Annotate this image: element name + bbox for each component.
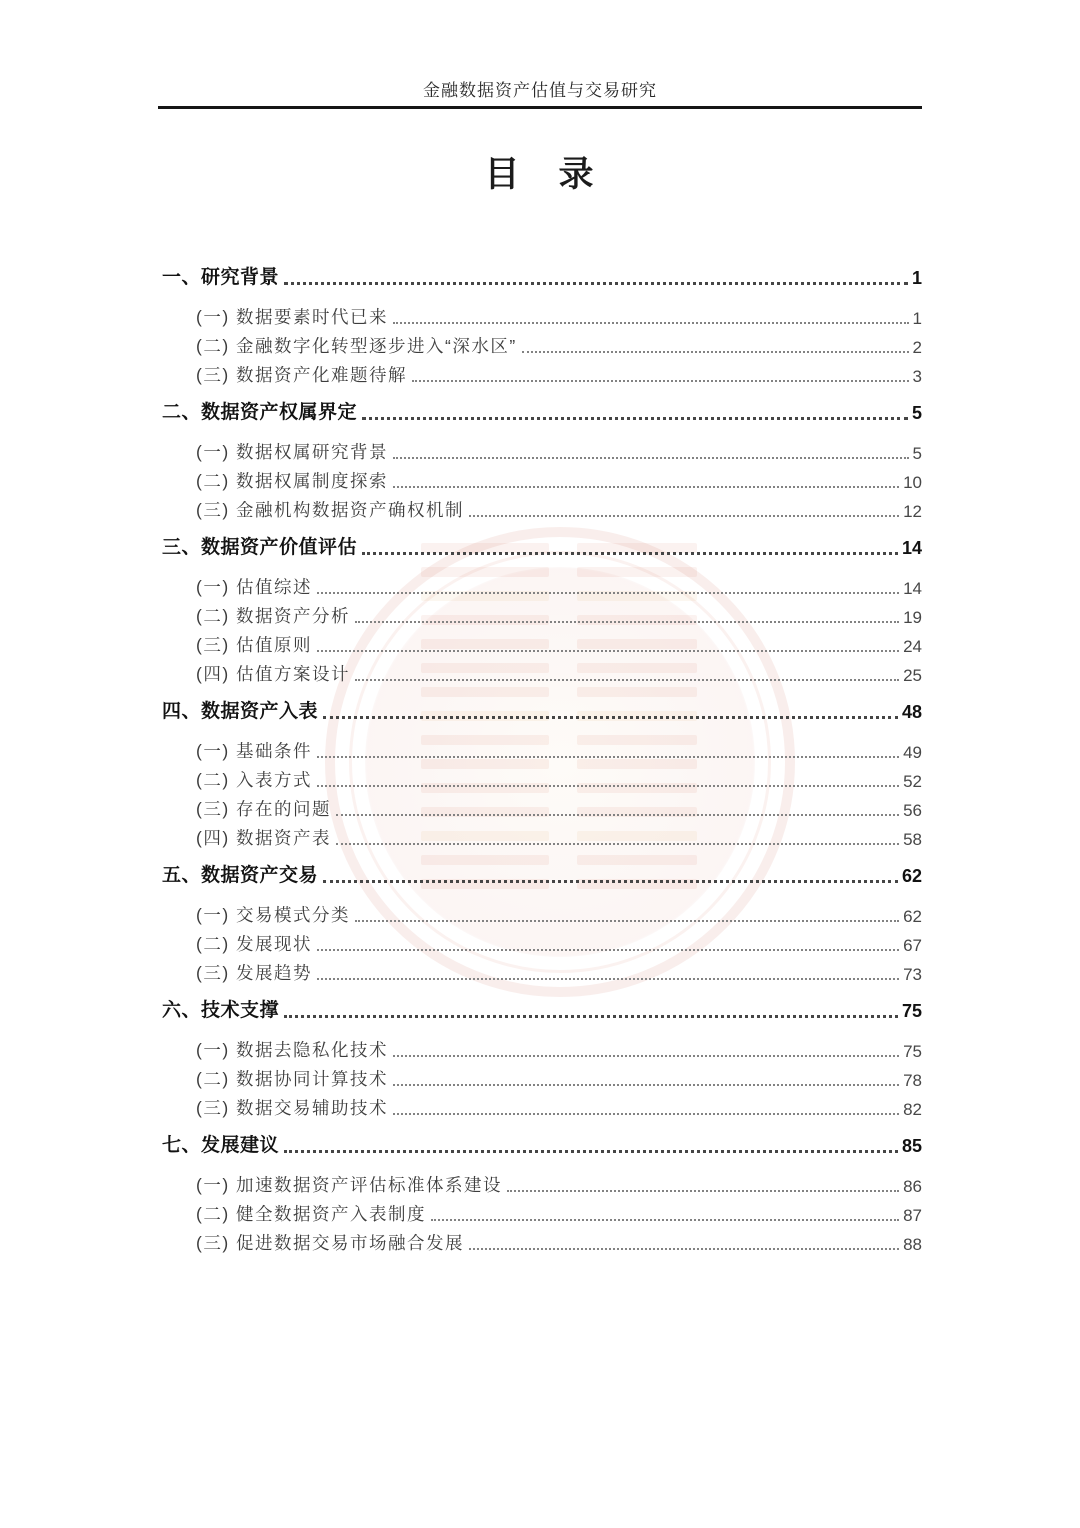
- dot-leader: [284, 282, 908, 285]
- toc-page-number: 10: [903, 472, 922, 492]
- toc-entry[interactable]: [162, 300, 922, 329]
- toc-page-number: 2: [912, 337, 922, 357]
- toc-page-number: 78: [903, 1070, 922, 1090]
- toc-entry-label: (二) 金融数字化转型逐步进入“深水区”: [196, 336, 517, 357]
- toc-entry[interactable]: [162, 956, 922, 985]
- toc-page-number: 24: [903, 636, 922, 656]
- dot-leader: [393, 322, 909, 324]
- toc-page-number: 58: [903, 829, 922, 849]
- toc-entry[interactable]: [162, 1197, 922, 1226]
- dot-leader: [317, 949, 899, 951]
- toc-section-heading[interactable]: [162, 394, 922, 425]
- toc-entry[interactable]: [162, 435, 922, 464]
- page-header: [158, 76, 922, 109]
- dot-leader: [412, 380, 909, 382]
- dot-leader: [317, 785, 899, 787]
- toc-page-number: 12: [903, 501, 922, 521]
- dot-leader: [355, 621, 899, 623]
- dot-leader: [284, 1015, 898, 1018]
- toc-page-number: 19: [903, 607, 922, 627]
- dot-leader: [362, 552, 898, 555]
- toc-page-number: 75: [901, 1001, 922, 1022]
- dot-leader: [393, 1055, 899, 1057]
- toc-entry-label: (四) 估值方案设计: [196, 664, 351, 685]
- dot-leader: [355, 920, 899, 922]
- dot-leader: [431, 1219, 899, 1221]
- toc-entry-label: 一、研究背景: [162, 267, 280, 289]
- dot-leader: [284, 1150, 898, 1153]
- toc-page-number: 67: [903, 935, 922, 955]
- toc-entry[interactable]: [162, 792, 922, 821]
- toc-page-number: 86: [903, 1176, 922, 1196]
- toc-entry-label: 五、数据资产交易: [162, 865, 319, 887]
- toc-section-heading[interactable]: [162, 529, 922, 560]
- dot-leader: [323, 880, 898, 883]
- toc-page-number: 85: [901, 1136, 922, 1157]
- toc-entry-label: (二) 数据资产分析: [196, 606, 351, 627]
- toc-entry-label: (一) 数据权属研究背景: [196, 442, 389, 463]
- toc-entry-label: (二) 数据协同计算技术: [196, 1069, 389, 1090]
- toc-entry[interactable]: [162, 599, 922, 628]
- dot-leader: [317, 592, 899, 594]
- toc-page-number: 62: [901, 866, 922, 887]
- toc-page-number: 56: [903, 800, 922, 820]
- toc-page-number: 14: [901, 538, 922, 559]
- dot-leader: [336, 843, 899, 845]
- toc-entry[interactable]: [162, 927, 922, 956]
- toc-entry-label: (二) 健全数据资产入表制度: [196, 1204, 427, 1225]
- toc-entry-label: (三) 数据资产化难题待解: [196, 365, 408, 386]
- toc-page-number: 62: [903, 906, 922, 926]
- toc-entry[interactable]: [162, 898, 922, 927]
- toc-page-number: 52: [903, 771, 922, 791]
- toc-entry-label: (一) 加速数据资产评估标准体系建设: [196, 1175, 503, 1196]
- toc-entry-label: (三) 促进数据交易市场融合发展: [196, 1233, 465, 1254]
- toc-entry[interactable]: [162, 464, 922, 493]
- dot-leader: [393, 486, 899, 488]
- dot-leader: [393, 1084, 899, 1086]
- toc-page-number: 14: [903, 578, 922, 598]
- toc-page-number: 1: [912, 308, 922, 328]
- toc-section-heading[interactable]: [162, 1127, 922, 1158]
- toc-entry-label: (三) 数据交易辅助技术: [196, 1098, 389, 1119]
- toc-page-number: 5: [912, 443, 922, 463]
- toc-section-heading[interactable]: [162, 259, 922, 290]
- toc-entry[interactable]: [162, 734, 922, 763]
- dot-leader: [393, 457, 909, 459]
- toc-entry-label: (一) 数据去隐私化技术: [196, 1040, 389, 1061]
- dot-leader: [355, 679, 899, 681]
- toc-entry-label: (三) 金融机构数据资产确权机制: [196, 500, 465, 521]
- toc-entry-label: (三) 估值原则: [196, 635, 313, 656]
- toc-entry[interactable]: [162, 821, 922, 850]
- toc-entry-label: (一) 估值综述: [196, 577, 313, 598]
- toc-page-number: 87: [903, 1205, 922, 1225]
- toc-entry[interactable]: [162, 1168, 922, 1197]
- toc-page-number: 82: [903, 1099, 922, 1119]
- dot-leader: [317, 650, 899, 652]
- dot-leader: [362, 417, 908, 420]
- toc-entry-label: 二、数据资产权属界定: [162, 402, 358, 424]
- toc-title: 目 录: [484, 155, 596, 194]
- toc-entry[interactable]: [162, 1091, 922, 1120]
- toc-entry[interactable]: [162, 657, 922, 686]
- toc-entry[interactable]: [162, 1033, 922, 1062]
- toc-entry-label: (一) 数据要素时代已来: [196, 307, 389, 328]
- dot-leader: [323, 716, 898, 719]
- toc-entry-label: (三) 发展趋势: [196, 963, 313, 984]
- toc-page-number: 3: [912, 366, 922, 386]
- dot-leader: [393, 1113, 899, 1115]
- toc-page-number: 49: [903, 742, 922, 762]
- toc-page-number: 88: [903, 1234, 922, 1254]
- toc-section-heading[interactable]: [162, 992, 922, 1023]
- dot-leader: [469, 1248, 899, 1250]
- toc-page-number: 1: [911, 268, 922, 289]
- toc-entry[interactable]: [162, 628, 922, 657]
- table-of-contents: [162, 259, 922, 1255]
- dot-leader: [336, 814, 899, 816]
- toc-page-number: 73: [903, 964, 922, 984]
- toc-entry-label: (一) 基础条件: [196, 741, 313, 762]
- toc-entry[interactable]: [162, 1226, 922, 1255]
- dot-leader: [317, 756, 899, 758]
- toc-page-number: 48: [901, 702, 922, 723]
- toc-entry[interactable]: [162, 493, 922, 522]
- toc-section-heading[interactable]: [162, 857, 922, 888]
- toc-entry-label: 六、技术支撑: [162, 1000, 280, 1022]
- toc-entry[interactable]: [162, 329, 922, 358]
- dot-leader: [469, 515, 899, 517]
- toc-entry-label: (二) 发展现状: [196, 934, 313, 955]
- toc-entry-label: 四、数据资产入表: [162, 701, 319, 723]
- dot-leader: [507, 1190, 899, 1192]
- toc-entry-label: (三) 存在的问题: [196, 799, 332, 820]
- dot-leader: [522, 351, 909, 353]
- toc-entry-label: (一) 交易模式分类: [196, 905, 351, 926]
- toc-entry-label: 七、发展建议: [162, 1135, 280, 1157]
- toc-entry[interactable]: [162, 358, 922, 387]
- toc-page-number: 5: [911, 403, 922, 424]
- toc-section-heading[interactable]: [162, 693, 922, 724]
- toc-entry-label: (二) 数据权属制度探索: [196, 471, 389, 492]
- toc-page-number: 75: [903, 1041, 922, 1061]
- toc-page-number: 25: [903, 665, 922, 685]
- toc-entry-label: (四) 数据资产表: [196, 828, 332, 849]
- toc-entry[interactable]: [162, 763, 922, 792]
- toc-entry[interactable]: [162, 1062, 922, 1091]
- toc-entry-label: (二) 入表方式: [196, 770, 313, 791]
- toc-entry-label: 三、数据资产价值评估: [162, 537, 358, 559]
- toc-entry[interactable]: [162, 570, 922, 599]
- dot-leader: [317, 978, 899, 980]
- running-head-title: 金融数据资产估值与交易研究: [423, 81, 657, 100]
